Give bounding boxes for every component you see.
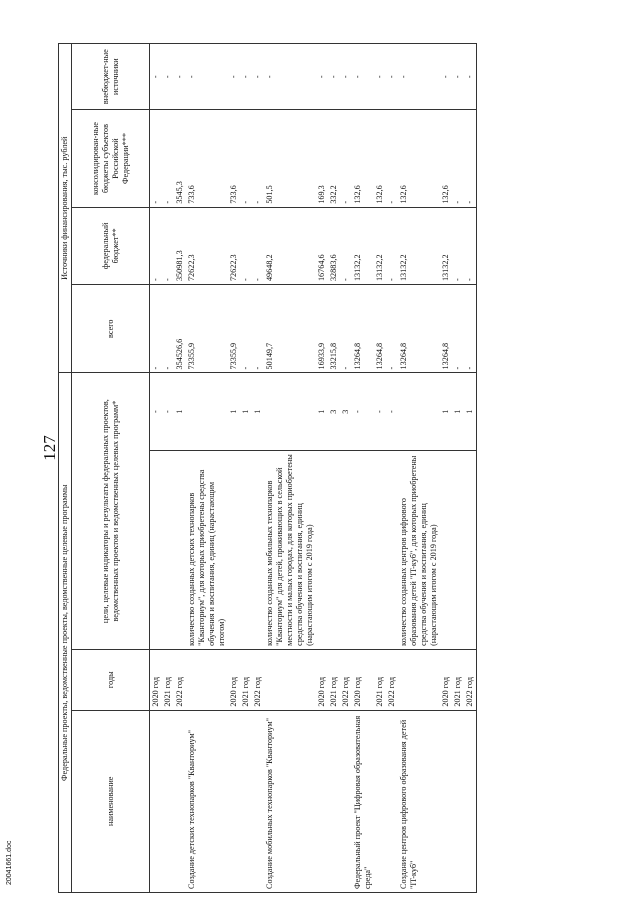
row-year: 2021 год xyxy=(328,649,340,710)
row-federal: 350981,3 xyxy=(174,207,186,284)
table-row xyxy=(340,44,352,893)
row-year: 2021 год xyxy=(452,649,464,710)
table-row xyxy=(316,44,328,893)
row-total: 73355,9 xyxy=(186,285,228,373)
row-total: 33215,8 xyxy=(328,285,340,373)
row-indicator: - xyxy=(374,373,386,450)
row-indicator: 3 xyxy=(340,373,352,450)
row-regional: - xyxy=(340,110,352,207)
row-indicator: 1 xyxy=(228,373,240,450)
row-extra: - xyxy=(374,44,386,110)
row-extra: - xyxy=(174,44,186,110)
table-row xyxy=(252,44,264,893)
row-goal: количество созданных мобильных технопарков "Кванториум" для детей, проживающих в сельской местности и малых городах, для которых приобретены средства обучения и воспитания, единиц (нарастающим итогом с 2019 года) xyxy=(264,450,316,649)
row-name: Создание центров цифрового образования детей "IT-куб" xyxy=(398,710,440,892)
table-row xyxy=(162,44,174,893)
row-year: 2022 год xyxy=(386,649,398,710)
row-goal xyxy=(386,450,398,649)
row-indicator xyxy=(398,373,440,450)
row-total: - xyxy=(252,285,264,373)
row-goal xyxy=(464,450,477,649)
row-year xyxy=(186,649,228,710)
row-goal: количество созданных детских технопарков "Кванториум", для которых приобретены средства обучения и воспитания, единиц (нарастающим итогом) xyxy=(186,450,228,649)
row-goal xyxy=(252,450,264,649)
row-indicator xyxy=(186,373,228,450)
row-federal: - xyxy=(386,207,398,284)
row-goal xyxy=(316,450,328,649)
row-name xyxy=(162,710,174,892)
row-regional: 733,6 xyxy=(186,110,228,207)
row-indicator: 1 xyxy=(240,373,252,450)
rotated-table-wrapper xyxy=(58,43,578,893)
row-extra: - xyxy=(386,44,398,110)
header-federal: федеральный бюджет** xyxy=(72,207,150,284)
row-goal xyxy=(440,450,452,649)
row-total: 16933,9 xyxy=(316,285,328,373)
row-regional: 3545,3 xyxy=(174,110,186,207)
row-regional: 733,6 xyxy=(228,110,240,207)
row-name xyxy=(252,710,264,892)
row-total: - xyxy=(464,285,477,373)
row-goal xyxy=(174,450,186,649)
row-federal: - xyxy=(162,207,174,284)
row-year: 2020 год xyxy=(316,649,328,710)
row-regional: 501,5 xyxy=(264,110,316,207)
table-row xyxy=(150,44,163,893)
row-total: 50149,7 xyxy=(264,285,316,373)
row-federal: 72622,3 xyxy=(228,207,240,284)
row-indicator: 3 xyxy=(328,373,340,450)
table-body xyxy=(150,44,477,893)
header-extra: внебюджет-ные источники xyxy=(72,44,150,110)
row-regional: - xyxy=(386,110,398,207)
row-federal: - xyxy=(340,207,352,284)
row-name xyxy=(340,710,352,892)
row-regional: - xyxy=(252,110,264,207)
row-extra: - xyxy=(150,44,163,110)
row-year: 2021 год xyxy=(374,649,386,710)
row-regional: - xyxy=(150,110,163,207)
row-year xyxy=(398,649,440,710)
row-year: 2021 год xyxy=(162,649,174,710)
row-regional: 169,3 xyxy=(316,110,328,207)
row-extra: - xyxy=(252,44,264,110)
row-indicator: 1 xyxy=(316,373,328,450)
row-total: - xyxy=(340,285,352,373)
row-year: 2021 год xyxy=(240,649,252,710)
row-indicator: 1 xyxy=(440,373,452,450)
row-federal: 13132,2 xyxy=(398,207,440,284)
row-total: - xyxy=(386,285,398,373)
row-regional: - xyxy=(452,110,464,207)
row-extra: - xyxy=(398,44,440,110)
row-federal: - xyxy=(150,207,163,284)
row-year: 2020 год xyxy=(352,649,374,710)
footer-filename: 20041661.doc xyxy=(6,840,13,885)
row-federal: 13132,2 xyxy=(374,207,386,284)
row-regional: - xyxy=(162,110,174,207)
row-year: 2020 год xyxy=(440,649,452,710)
row-extra: - xyxy=(264,44,316,110)
table-row xyxy=(186,44,228,893)
row-year: 2022 год xyxy=(252,649,264,710)
row-name xyxy=(150,710,163,892)
header-programs: Федеральные проекты, ведомственные проекты, ведомственные целевые программы xyxy=(59,373,72,893)
header-goals: цели, целевые индикаторы и результаты федеральных проектов, ведомственных проектов и ведомственных целевых программ* xyxy=(72,373,150,649)
row-total: - xyxy=(162,285,174,373)
table-row xyxy=(228,44,240,893)
row-regional: 132,6 xyxy=(398,110,440,207)
row-name: Создание детских технопарков "Кванториум" xyxy=(186,710,228,892)
row-total: 13264,8 xyxy=(398,285,440,373)
row-name: Создание мобильных технопарков "Кванториум" xyxy=(264,710,316,892)
row-regional: 132,6 xyxy=(374,110,386,207)
row-indicator: 1 xyxy=(464,373,477,450)
row-extra: - xyxy=(240,44,252,110)
row-federal: - xyxy=(464,207,477,284)
row-goal xyxy=(150,450,163,649)
table-row xyxy=(452,44,464,893)
table-row xyxy=(374,44,386,893)
row-goal xyxy=(352,450,374,649)
row-regional: 132,6 xyxy=(440,110,452,207)
row-extra: - xyxy=(316,44,328,110)
row-name xyxy=(452,710,464,892)
row-total: - xyxy=(240,285,252,373)
row-total: 73355,9 xyxy=(228,285,240,373)
row-total: 354526,6 xyxy=(174,285,186,373)
row-regional: - xyxy=(464,110,477,207)
row-indicator: 1 xyxy=(452,373,464,450)
row-federal: 32883,6 xyxy=(328,207,340,284)
row-year: 2022 год xyxy=(174,649,186,710)
row-goal xyxy=(340,450,352,649)
row-total: - xyxy=(452,285,464,373)
row-federal: - xyxy=(252,207,264,284)
row-total: 13264,8 xyxy=(352,285,374,373)
row-federal: 72622,3 xyxy=(186,207,228,284)
row-name xyxy=(240,710,252,892)
row-extra: - xyxy=(440,44,452,110)
row-extra: - xyxy=(452,44,464,110)
row-indicator: - xyxy=(386,373,398,450)
row-year xyxy=(264,649,316,710)
row-total: 13264,8 xyxy=(374,285,386,373)
table-row xyxy=(464,44,477,893)
row-name xyxy=(464,710,477,892)
row-goal xyxy=(452,450,464,649)
row-name: Федеральный проект "Цифровая образовательная среда" xyxy=(352,710,374,892)
row-regional: - xyxy=(240,110,252,207)
row-total: 13264,8 xyxy=(440,285,452,373)
row-indicator xyxy=(264,373,316,450)
row-goal xyxy=(374,450,386,649)
header-name: наименование xyxy=(72,710,150,892)
table-row xyxy=(352,44,374,893)
row-regional: 132,6 xyxy=(352,110,374,207)
row-federal: 49648,2 xyxy=(264,207,316,284)
header-total: всего xyxy=(72,285,150,373)
table-row xyxy=(174,44,186,893)
row-indicator: - xyxy=(162,373,174,450)
table-row xyxy=(240,44,252,893)
row-goal xyxy=(328,450,340,649)
page-number: 127 xyxy=(40,435,59,461)
row-federal: 16764,6 xyxy=(316,207,328,284)
row-name xyxy=(228,710,240,892)
row-extra: - xyxy=(464,44,477,110)
header-regional: консолидирован-ные бюджеты субъектов Российской Федерации*** xyxy=(72,110,150,207)
row-extra: - xyxy=(228,44,240,110)
row-indicator: 1 xyxy=(174,373,186,450)
row-indicator: - xyxy=(150,373,163,450)
row-regional: 332,2 xyxy=(328,110,340,207)
header-years: годы xyxy=(72,649,150,710)
row-federal: - xyxy=(452,207,464,284)
row-goal xyxy=(228,450,240,649)
row-name xyxy=(440,710,452,892)
row-goal xyxy=(240,450,252,649)
row-name xyxy=(328,710,340,892)
row-indicator: 1 xyxy=(252,373,264,450)
financing-table xyxy=(58,43,477,893)
table-row xyxy=(398,44,440,893)
row-extra: - xyxy=(328,44,340,110)
row-name xyxy=(386,710,398,892)
row-name xyxy=(174,710,186,892)
row-year: 2022 год xyxy=(464,649,477,710)
row-extra: - xyxy=(186,44,228,110)
table-row xyxy=(440,44,452,893)
row-extra: - xyxy=(162,44,174,110)
row-extra: - xyxy=(352,44,374,110)
row-goal xyxy=(162,450,174,649)
table-row xyxy=(328,44,340,893)
row-goal: количество созданных центров цифрового образования детей "IT-куб", для которых приобретены средства обучения и воспитания, единиц (нарастающим итогом с 2019 года) xyxy=(398,450,440,649)
row-federal: 13132,2 xyxy=(440,207,452,284)
row-federal: - xyxy=(240,207,252,284)
row-year: 2020 год xyxy=(228,649,240,710)
row-name xyxy=(374,710,386,892)
row-extra: - xyxy=(340,44,352,110)
row-name xyxy=(316,710,328,892)
row-federal: 13132,2 xyxy=(352,207,374,284)
table-row xyxy=(386,44,398,893)
row-indicator: - xyxy=(352,373,374,450)
header-sources: Источники финансирования, тыс. рублей xyxy=(59,44,72,373)
row-year: 2020 год xyxy=(150,649,163,710)
row-year: 2022 год xyxy=(340,649,352,710)
row-total: - xyxy=(150,285,163,373)
table-row xyxy=(264,44,316,893)
